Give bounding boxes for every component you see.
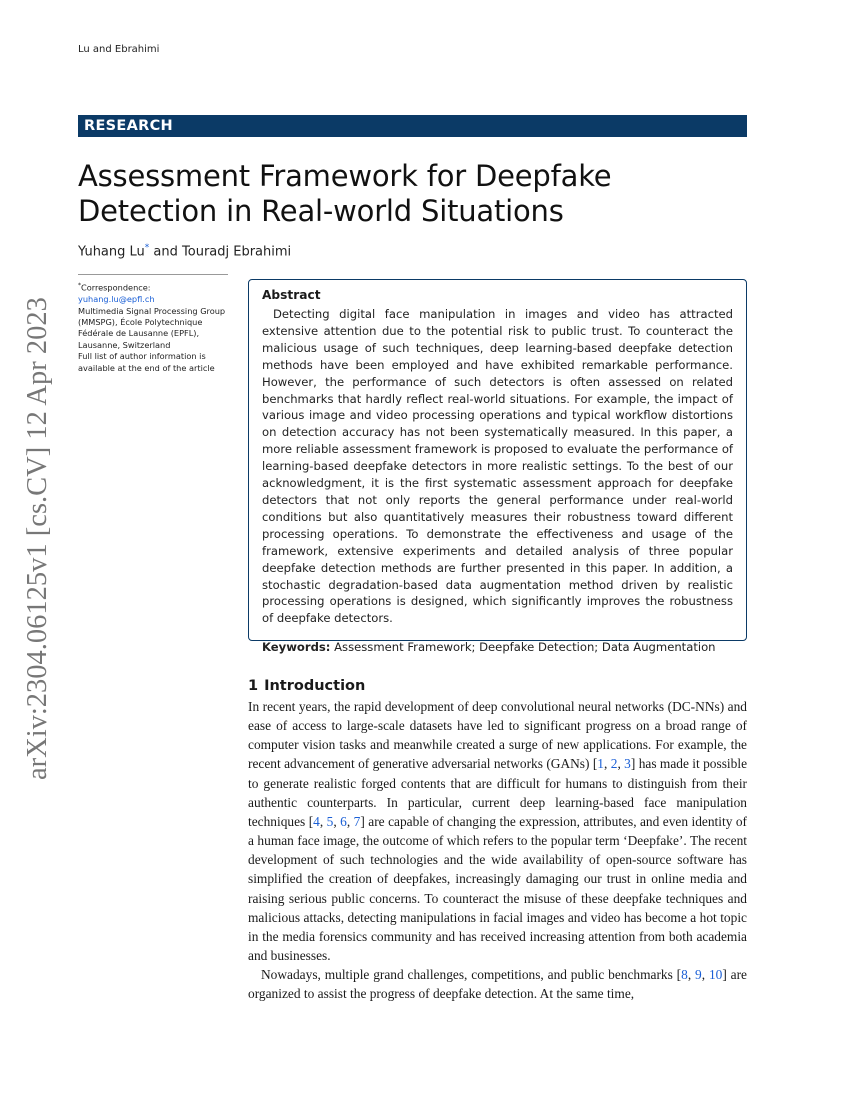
citation-link[interactable]: 8 [681,967,688,983]
correspondence-label-text: Correspondence: [81,282,151,293]
correspondence-email-link[interactable]: yuhang.lu@epfl.ch [78,294,155,305]
paragraph-text: ] has made it possible to generate realistic forged contents that are difficult for humans to distinguish from their authentic counterparts. In particular, current deep learning-based face manipulation techniques [ [248,756,748,829]
abstract-heading: Abstract [262,288,321,302]
paragraph-text: ] are capable of changing the expression, attributes, and even identity of a human face image, the outcome of which refers to the popular term ‘Deepfake’. The recent development of such technologies and the wide availability of open-source software has simplified the creation of deepfakes, increasingly damaging our trust in online media and raising serious public concerns. To counteract the misuse of these deepfake techniques and malicious attacks, detecting manipulations in facial images and video has become a hot topic in the media forensics community and has received increasing attention from both academia and businesses. [248,813,747,964]
paragraph: In recent years, the rapid development of deep convolutional neural networks (DC-NNs) and ease of access to large-scale datasets have led to significant progress on a broad range of computer vision tasks and meanwhile created a surge of new applications. For example, the recent advancement of generative adversarial networks (GANs) [1, 2, 3] has made it possible to generate realistic forged contents that are difficult for humans to distinguish from their authentic counterparts. In particular, current deep learning-based face manipulation techniques [4, 5, 6, 7] are capable of changing the expression, attributes, and even identity of a human face image, the outcome of which refers to the popular term ‘Deepfake’. The recent development of such technologies and the wide availability of open-source software has simplified the creation of deepfakes, increasingly damaging our trust in online media and raising serious public concerns. To counteract the misuse of these deepfake techniques and malicious attacks, detecting manipulations in facial images and video has become a hot topic in the media forensics community and has received increasing attention from both academia and businesses. [248,699,748,964]
author-info-note: Full list of author information is available at the end of the article [78,351,215,373]
correspondence-note [78,280,228,374]
citation-link[interactable]: 9 [695,967,702,983]
citation-link[interactable]: 2 [610,756,618,772]
keywords-label: Keywords: [262,640,331,655]
paragraph-text: ] are organized to assist the progress of deepfake detection. At the same time, [248,967,747,1002]
author-name: Yuhang Lu [78,244,145,260]
abstract-body: Detecting digital face manipulation in images and video has attracted extensive attention due to the potential risk to public trust. To counteract the malicious usage of such techniques, deep learning-based deepfake detection methods have been employed and have exhibited remarkable performance. However, the performance of such detectors is often assessed on related benchmarks that hardly reflect real-world situations. For example, the impact of various image and video processing operations and typical workflow distortions on detection accuracy has not been systematically measured. In this paper, a more reliable assessment framework is proposed to evaluate the performance of learning-based deepfake detectors in more realistic settings. To the best of our acknowledgment, it is the first systematic assessment approach for deepfake detectors that not only reports the general performance under real-world conditions but also quantitatively measures their robustness toward different processing operations. To demonstrate the effectiveness and usage of the framework, extensive experiments and detailed analysis of three popular deepfake detection methods are further presented in this paper. In addition, a stochastic degradation-based data augmentation method driven by realistic processing operations is designed, which significantly improves the robustness of deepfake detectors. [262,307,733,626]
keywords-list: Assessment Framework; Deepfake Detection; Data Augmentation [334,640,716,655]
abstract-box [248,279,747,655]
citation-link[interactable]: 4 [313,813,320,829]
author-name: Touradj Ebrahimi [182,244,292,260]
citation-link[interactable]: 6 [340,813,347,829]
keywords-line [262,640,733,654]
arxiv-identifier-stamp: arXiv:2304.06125v1 [cs.CV] 12 Apr 2023 [22,297,53,780]
paper-title: Assessment Framework for Deepfake Detection in Real-world Situations [78,159,612,228]
citation-link[interactable]: 1 [597,756,604,772]
affiliation-text: Multimedia Signal Processing Group (MMSPG), École Polytechnique Fédérale de Lausanne (EPFL), Lausanne, Switzerland [78,305,226,350]
author-footnote-mark[interactable]: * [144,243,150,253]
paragraph: Nowadays, multiple grand challenges, competitions, and public benchmarks [8, 9, 10] are organized to assist the progress of deepfake detection. At the same time, [248,967,747,1002]
citation-link[interactable]: 7 [353,813,361,829]
section-banner: RESEARCH [78,115,747,137]
correspondence-mark: * [78,282,81,289]
sidebar-divider [78,274,228,275]
section-heading-introduction [248,678,365,694]
author-line [78,243,291,259]
correspondence-label [78,280,228,294]
running-head: Lu and Ebrahimi [78,44,160,55]
section-title: Introduction [264,678,366,694]
citation-link[interactable]: 5 [326,813,334,829]
introduction-body [248,697,747,1004]
citation-link[interactable]: 10 [708,967,723,983]
section-number: 1 [248,678,259,694]
paragraph-text: In recent years, the rapid development of deep convolutional neural networks (DC-NNs) and ease of access to large-scale datasets have led to significant progress on a broad range of computer vision tasks and meanwhile created a surge of new applications. For example, the recent advancement of generative adversarial networks (GANs) [ [248,699,747,772]
citation-link[interactable]: 3 [624,756,631,772]
paragraph-text: Nowadays, multiple grand challenges, competitions, and public benchmarks [ [261,967,682,983]
author-conjunction: and [149,244,183,260]
